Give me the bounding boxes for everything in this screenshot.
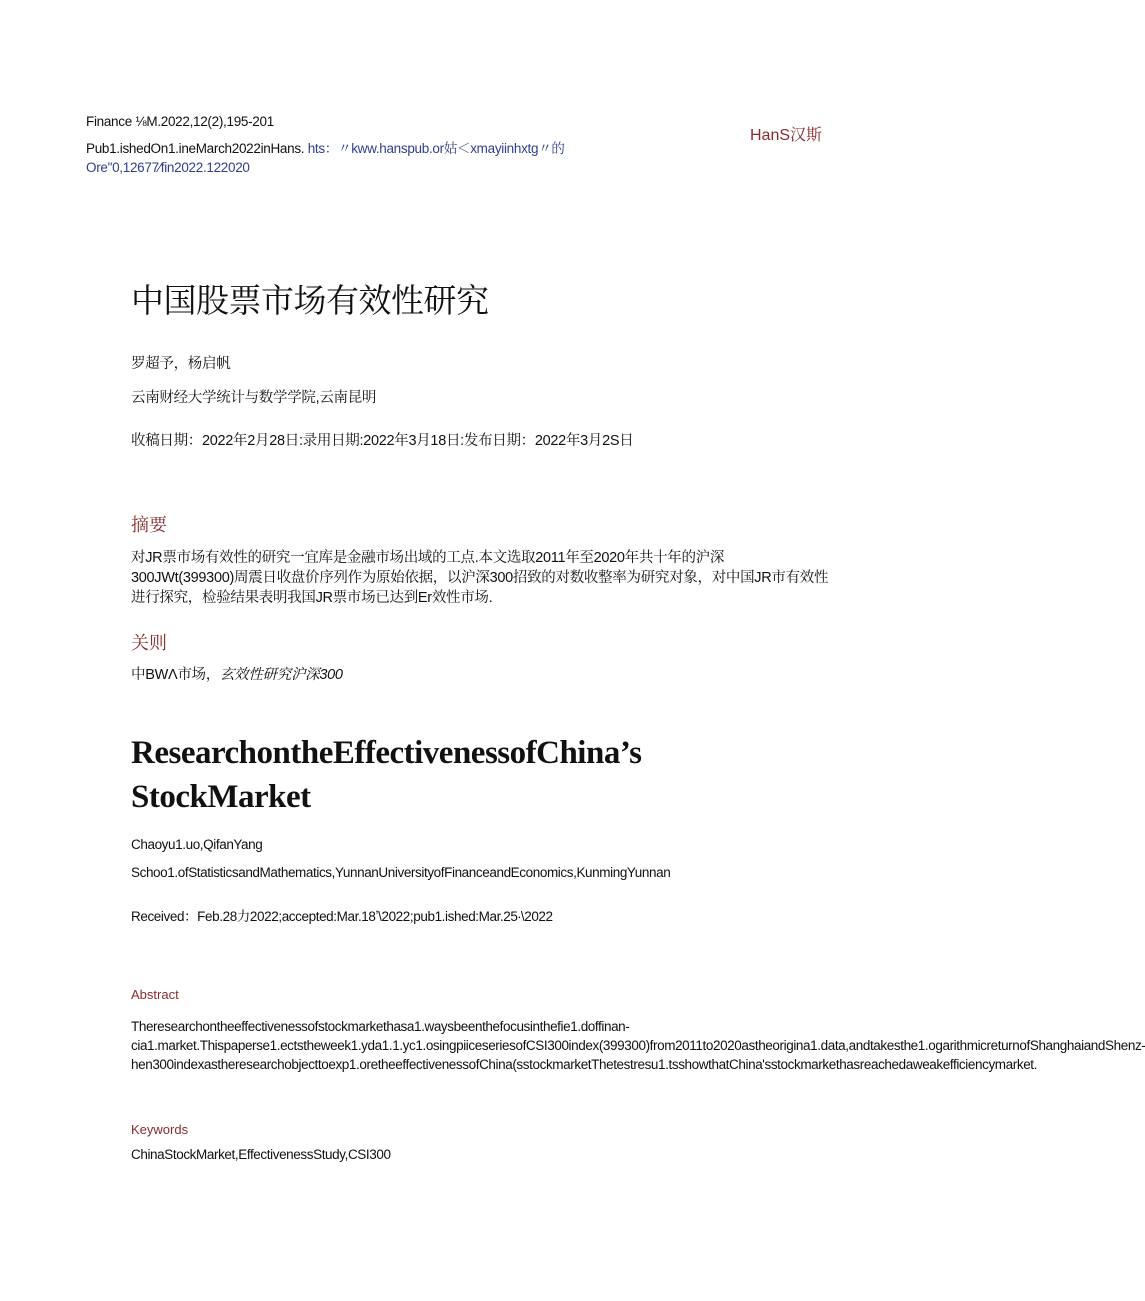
chinese-abstract-line: 300JWt(399300)周震日收盘价序列作为原始依据，以沪深300招致的对数收整率为研究对象，对中国JR市有效性 — [131, 570, 829, 586]
chinese-affiliation: 云南财经大学统计与数学学院,云南昆明 — [131, 390, 377, 406]
journal-url-link[interactable]: hts：〃kww.hanspub.or姑＜xmayiinhxtg〃的 — [307, 141, 565, 156]
publication-line — [86, 137, 565, 157]
chinese-abstract-heading: 摘要 — [131, 515, 167, 535]
english-received-dates: Received：Feb.28力2022;accepted:Mar.18ʼ\2022;pub1.ished:Mar.25∙\2022 — [131, 909, 553, 924]
chinese-authors: 罗超予，杨启帆 — [131, 356, 231, 372]
keywords-rest: 玄效性研究沪深300 — [219, 667, 343, 683]
english-affiliation: Schoo1.ofStatisticsandMathematics,YunnanUniversityofFinanceandEconomics,KunmingYunnan — [131, 865, 671, 880]
journal-citation: Finance ⅛M.2022,12(2),195-201 — [86, 114, 274, 129]
chinese-title: 中国股票市场有效性研究 — [131, 282, 489, 319]
english-keywords: ChinaStockMarket,EffectivenessStudy,CSI300 — [131, 1147, 391, 1162]
keywords-prefix: 中BWΛ市场， — [131, 667, 220, 683]
published-text: Pub1.ishedOn1.ineMarch2022inHans. — [86, 141, 308, 156]
english-abstract-text: Theresearchontheeffectivenessofstockmarkethasa1.waysbeenthefocusinthefie1.doffinan-cia1.market.Thispaperse1.ectstheweek1.yda1.1.yc1.osingpiiceseriesofCSI300index(399300)from2011to2020astheorigina1.data,andtakesthe1.ogarithmicreturnofShanghaiandShenz-hen300indexastheresearchobjecttoexp1.oretheeffectivenessofChina(sstockmarketThetestresu1.tsshowthatChina'sstockmarkethasreachedaweakefficiencymarket. — [131, 1019, 1145, 1072]
english-title: ResearchontheEffectivenessofChina’s StockMarket — [131, 735, 642, 815]
english-authors: Chaoyu1.uo,QifanYang — [131, 837, 263, 852]
hans-logo: HanS汉斯 — [750, 127, 823, 144]
doi-link[interactable]: Ore"0,12677∕fin2022.122020 — [86, 160, 250, 175]
chinese-abstract-line: 进行探究，检验结果表明我国JR票市场已达到Er效性市场. — [131, 590, 493, 606]
chinese-keywords-heading: 关则 — [131, 633, 167, 653]
english-keywords-heading: Keywords — [131, 1122, 189, 1137]
english-abstract-heading: Abstract — [131, 987, 179, 1002]
chinese-keywords — [131, 663, 343, 684]
chinese-abstract-line: 对JR票市场有效性的研究一宜库是金融市场出域的工点.本文选取2011年至2020年共十年的沪深 — [131, 550, 725, 566]
chinese-dates: 收稿日期：2022年2月28日:录用日期:2022年3月18日:发布日期：2022年3月2S日 — [131, 433, 634, 449]
